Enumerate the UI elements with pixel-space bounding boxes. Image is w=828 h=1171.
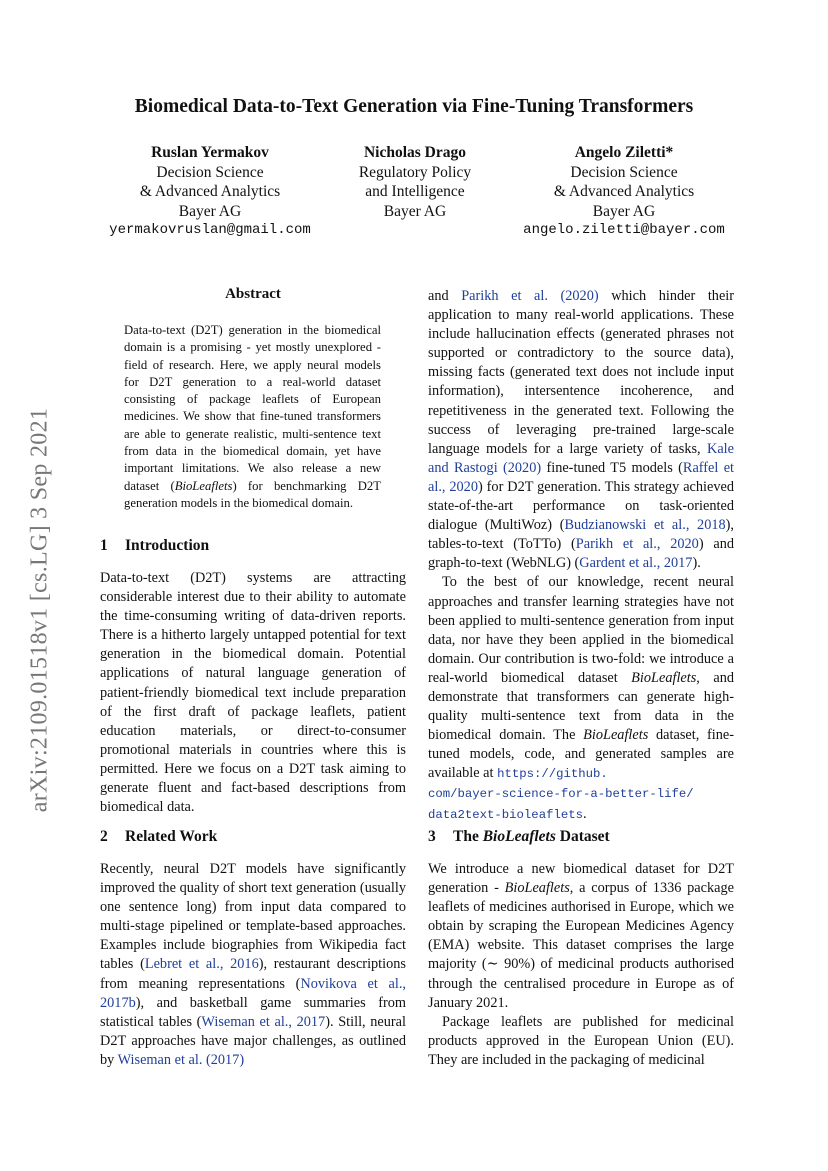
author-name: Ruslan Yermakov <box>151 144 269 161</box>
abstract-text-part: Data-to-text (D2T) generation in the biomedical domain is a promising - yet mostly unexplored - field of research. Here, we apply neural models for D2T generation to a real-world dataset consisting of package leaflets of European medicines. We show that fine-tuned transformers are able to generate realistic, multi-sentence text from data in the biomedical domain, yet have important limitations. We also release a new dataset ( <box>124 323 381 493</box>
paper-title: Biomedical Data-to-Text Generation via Fine-Tuning Transformers <box>134 96 694 117</box>
text-run: dataset, fine-tuned models, code, and generated samples are available at <box>428 727 735 782</box>
section-title: The <box>453 828 483 845</box>
text-run: and <box>428 288 462 304</box>
github-url-link[interactable]: https://github. <box>497 767 608 782</box>
paragraph: Package leaflets are published for medicinal products approved in the European Union (EU). They are included in the packaging of medicinal <box>428 1013 734 1068</box>
text-run: We introduce a new biomedical dataset for D2T generation - <box>428 861 734 897</box>
author-block-1 <box>85 143 335 241</box>
abstract-text-part: ) for benchmarking D2T generation models in the biomedical domain. <box>124 478 382 510</box>
author-block-2 <box>335 143 495 221</box>
author-organization: Bayer AG <box>178 202 242 220</box>
citation-link[interactable]: Kale and Rastogi (2020) <box>428 440 734 476</box>
author-name: Angelo Ziletti* <box>574 144 674 161</box>
text-run: , and demonstrate that transformers can generate high-quality multi-sentence text from data in the biomedical domain. The <box>428 669 734 744</box>
author-name: Nicholas Drago <box>363 144 467 161</box>
dataset-name: BioLeaflets <box>631 669 697 686</box>
paragraph <box>428 860 734 1013</box>
section-title: Dataset <box>555 828 610 845</box>
citation-link[interactable]: Novikova et al., 2017b <box>100 975 406 1011</box>
author-block-3 <box>495 143 753 241</box>
paragraph <box>428 287 734 573</box>
text-run: . <box>582 805 587 822</box>
section-title: Introduction <box>125 537 210 554</box>
citation-link[interactable]: Lebret et al., 2016 <box>144 956 259 973</box>
text-run: fine-tuned T5 models ( <box>541 459 683 476</box>
author-organization: Bayer AG <box>383 202 447 220</box>
citation-link[interactable]: Raffel et al., 2020 <box>428 459 735 495</box>
paragraph <box>428 573 734 824</box>
citation-link[interactable]: Budzianowski et al., 2018 <box>564 517 726 534</box>
author-email[interactable]: angelo.ziletti@bayer.com <box>523 222 725 238</box>
github-url-link[interactable]: data2text-bioleaflets <box>428 807 583 822</box>
section-title: Related Work <box>125 828 218 845</box>
citation-link[interactable]: Gardent et al., 2017 <box>579 555 693 572</box>
text-run: ) and graph-to-text (WebNLG) ( <box>428 536 734 572</box>
author-affiliation: & Advanced Analytics <box>553 183 695 200</box>
dataset-name: BioLeaflets <box>583 727 649 744</box>
author-affiliation: Decision Science <box>156 163 264 181</box>
author-email[interactable]: yermakovruslan@gmail.com <box>109 222 311 238</box>
citation-link[interactable]: Parikh et al., 2020 <box>575 536 699 553</box>
section-number: 3 <box>428 828 436 845</box>
text-run: ), tables-to-text (ToTTo) ( <box>428 517 734 553</box>
related-work-body <box>100 860 406 1070</box>
section-number: 2 <box>100 828 108 845</box>
arxiv-identifier: arXiv:2109.01518v1 [cs.LG] 3 Sep 2021 <box>26 407 53 813</box>
arxiv-sidebar <box>20 370 60 850</box>
text-run: ), and basketball game summaries from statistical tables ( <box>100 994 406 1030</box>
text-run: ), restaurant descriptions from meaning representations ( <box>100 956 406 992</box>
text-run: ) for D2T generation. This strategy achieved state-of-the-art performance on task-oriented dialogue (MultiWoz) ( <box>428 478 734 534</box>
text-run: ). <box>692 555 701 572</box>
author-affiliation: & Advanced Analytics <box>139 183 281 200</box>
paragraph <box>100 860 406 1070</box>
text-run: ). Still, neural D2T approaches have major challenges, as outlined by <box>100 1013 406 1068</box>
dataset-name: BioLeaflets <box>504 880 570 897</box>
github-url-link[interactable]: com/bayer-science-for-a-better-life/ <box>428 787 694 802</box>
abstract-heading: Abstract <box>225 286 281 302</box>
text-run: , a corpus of 1336 package leaflets of medicines authorised in Europe, which we obtain by scraping the European Medicines Agency (EMA) website. This dataset comprises the large majority (∼ 90%) of medicinal products authorised through the centralised procedure in Europe as of January 2021. <box>428 880 734 1011</box>
citation-link[interactable]: Parikh et al. (2020) <box>461 288 599 304</box>
citation-link[interactable]: Wiseman et al. (2017) <box>117 1051 245 1068</box>
author-organization: Bayer AG <box>592 202 656 220</box>
section-heading-introduction <box>100 537 209 555</box>
section-title: BioLeaflets <box>482 828 556 845</box>
text-run: which hinder their application to many real-world applications. These include hallucination effects (generated phrases not supported or contradictory to the source data), missing facts (generated text does not include input information), intersentence incoherence, and repetitiveness in the generated text. Following the success of leveraging pre-trained large-scale language models for a large variety of tasks, <box>428 288 735 457</box>
dataset-body <box>428 860 734 1070</box>
abstract-text <box>124 322 381 512</box>
author-affiliation: Decision Science <box>570 163 678 181</box>
section-number: 1 <box>100 537 108 554</box>
paragraph: Data-to-text (D2T) systems are attracting considerable interest due to their ability to automate the time-consuming writing of data-driven reports. There is a hitherto largely untapped potential for text generation in the biomedical domain. Potential applications of natural language generation of patient-friendly biomedical text include preparation of the first draft of package leaflets, patient education materials, or direct-to-consumer promotional materials in countries where this is permitted. Here we focus on a D2T task aiming to generate fluent and fact-based descriptions from biomedical data. <box>100 570 406 816</box>
right-column-text <box>428 287 734 825</box>
citation-link[interactable]: Wiseman et al., 2017 <box>201 1013 326 1030</box>
section-heading-related-work <box>100 828 217 846</box>
introduction-body <box>100 569 406 817</box>
section-heading-dataset <box>428 828 610 846</box>
text-run: To the best of our knowledge, recent neural approaches and transfer learning strategies have not been applied to multi-sentence generation from input data, nor have they been applied in the biomedical domain. Our contribution is two-fold: we introduce a real-world biomedical dataset <box>428 574 734 686</box>
text-run: Recently, neural D2T models have significantly improved the quality of short text generation (usually one sentence long) from input data compared to multi-stage pipelined or template-based approaches. Examples include biographies from Wikipedia fact tables ( <box>100 861 406 973</box>
author-affiliation: and Intelligence <box>365 183 465 200</box>
author-affiliation: Regulatory Policy <box>358 163 472 181</box>
dataset-name: BioLeaflets <box>174 478 233 493</box>
